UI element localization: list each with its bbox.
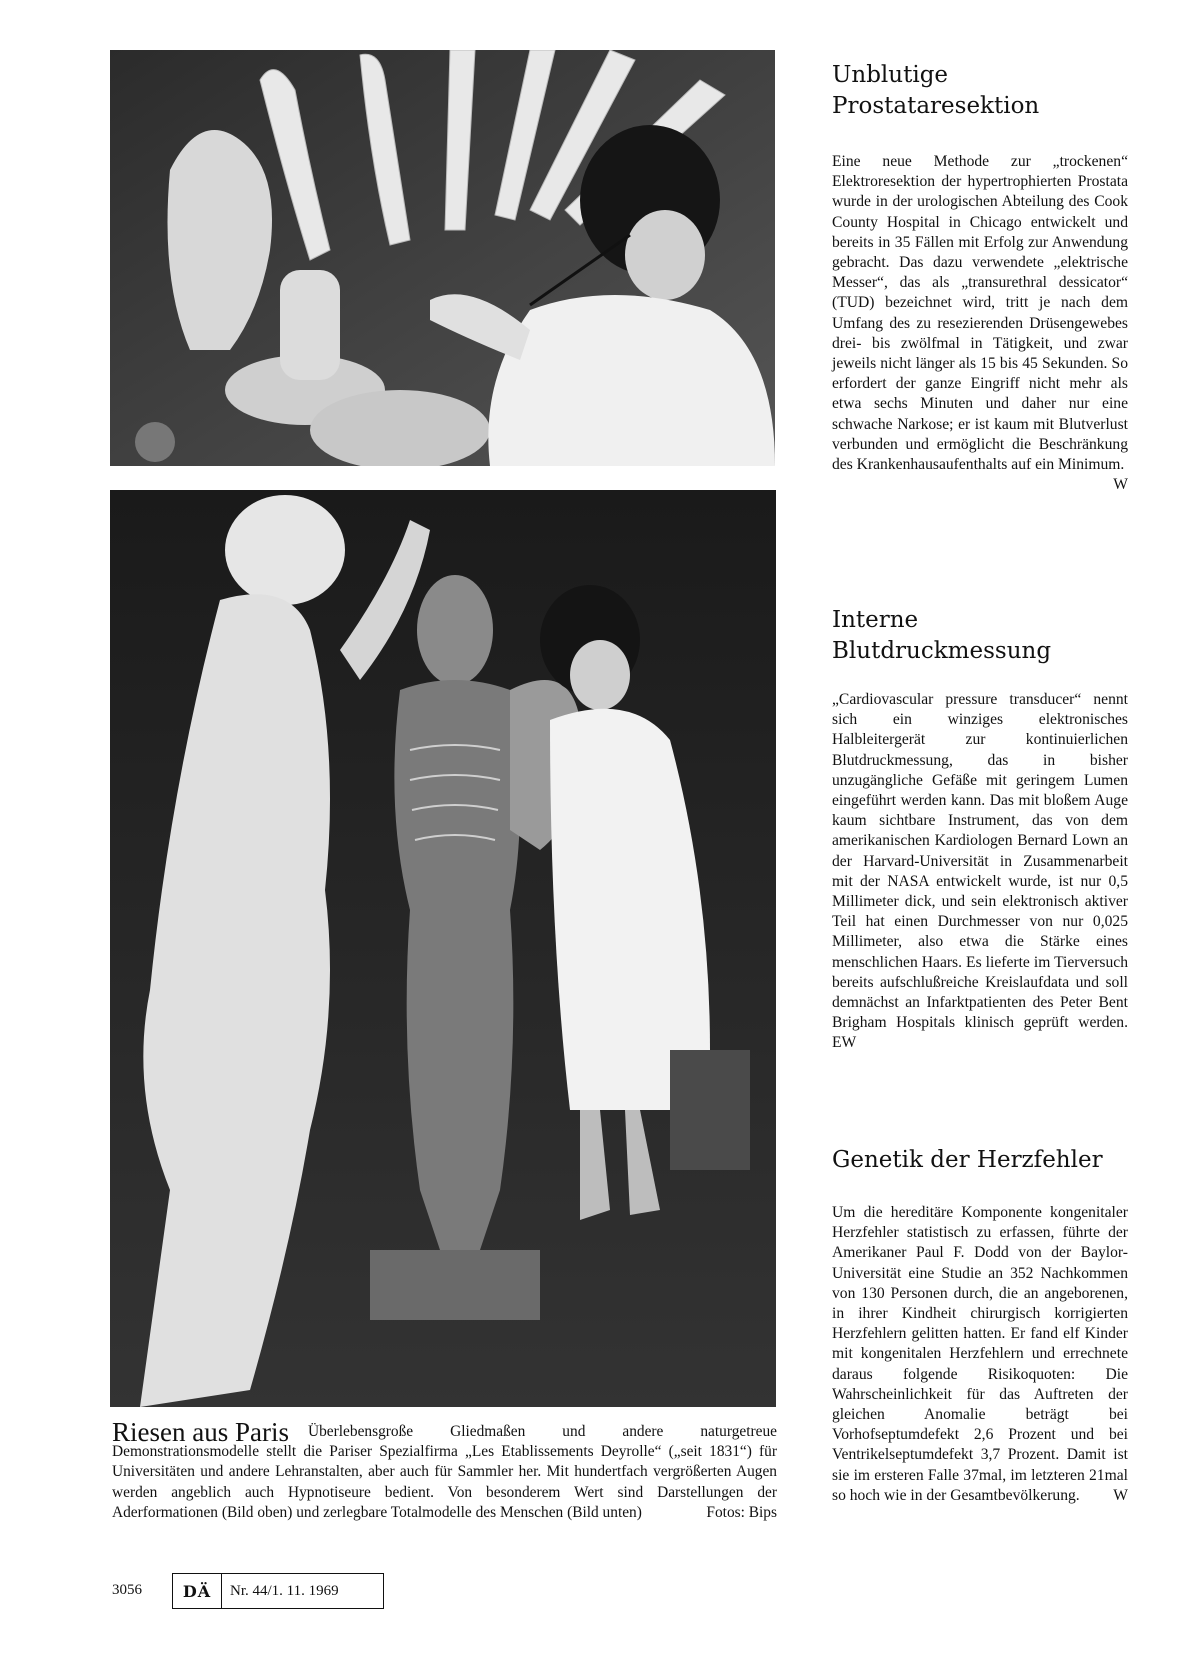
article-3-title: [832, 1145, 1103, 1176]
photo-anatomical-models: [110, 490, 776, 1407]
caption-text: Überlebensgroße Gliedmaßen und andere naturgetreue Demonstrationsmodelle stellt die Pariser Spezialfirma „Les Etablissements Deyrolle“ („seit 1831“) für Universitäten und andere Lehranstalten, aber auch für Sammler her. Mit hundertfach vergrößerten Augen werden angeblich auch Hypnotiseure bedient. Von besonderem Wert sind Darstellungen der Aderformationen (Bild oben) und zerlegbare Totalmodelle des Menschen (Bild unten): [112, 1423, 777, 1521]
journal-logo: DÄ: [173, 1574, 222, 1608]
photo-anatomical-models-graphic: [110, 490, 776, 1407]
article-2-body: [832, 690, 1128, 1054]
journal-footer-box: [172, 1573, 384, 1609]
photo-vein-model-graphic: [110, 50, 775, 466]
article-1-signature: W: [1113, 476, 1128, 494]
article-3-body: [832, 1203, 1128, 1506]
caption-text-block: [112, 1422, 777, 1523]
article-3-text: Um die hereditäre Komponente kongenitaler Herzfehler statistisch zu erfassen, führte der Amerikaner Paul F. Dodd von der Baylor-Universität eine Studie an 352 Nachkommen von 130 Personen durch, die an angeborenen, in ihrer Kindheit chirurgisch korrigierten Herzfehlern gelitten hatten. Er fand elf Kinder mit kongenitalen Herzfehlern und errechnete daraus folgende Risikoquoten: Die Wahrscheinlichkeit für das Auftreten der gleichen Anomalie beträgt bei Vorhofseptumdefekt 2,6 Prozent und bei Ventrikelseptumdefekt 3,7 Prozent. Damit ist sie im ersteren Falle 37mal, im letzteren 21mal so hoch wie in der Gesamtbevölkerung.: [832, 1204, 1128, 1504]
article-2-title: [832, 605, 1051, 667]
article-1-title-line2: Prostataresektion: [832, 93, 1040, 119]
article-3-signature: W: [1113, 1486, 1128, 1504]
article-2-text: „Cardiovascular pressure transducer“ nennt sich ein winziges elektronisches Halbleitergerät zur kontinuierlichen Blutdruckmessung, das in bisher unzugängliche Gefäße mit geringem Lumen eingeführt werden kann. Das mit bloßem Auge kaum sichtbare Instrument, das von dem amerikanischen Kardiologen Bernard Lown an der Harvard-Universität in Zusammenarbeit mit der NASA entwickelt wurde, ist nur 0,5 Millimeter dick, und sein elektronisch aktiver Teil hat einen Durchmesser von nur 0,025 Millimeter, also etwa die Stärke eines menschlichen Haars. Es lieferte im Tierversuch bereits aufschlußreiche Kreislaufdata und soll demnächst an Infarktpatienten des Peter Bent Brigham Hospitals klinisch geprüft werden.: [832, 691, 1128, 1032]
photo-vein-model: [110, 50, 775, 466]
issue-info: Nr. 44/1. 11. 1969: [230, 1582, 339, 1599]
article-1-text: Eine neue Methode zur „trockenen“ Elektroresektion der hypertrophierten Prostata wurde in der urologischen Abteilung des Cook County Hospital in Chicago entwickelt und bereits in 35 Fällen mit Erfolg zur Anwendung gebracht. Das dazu verwendete „elektrische Messer“, das als „transurethral dessicator“ (TUD) bezeichnet wird, tritt je nach dem Umfang des zu resezierenden Drüsengewebes drei- bis zwölfmal in Tätigkeit, und zwar jeweils nicht länger als 15 bis 45 Sekunden. So erfordert der ganze Eingriff nicht mehr als etwa sechs Minuten und daher nur eine schwache Narkose; er ist kaum mit Blutverlust verbunden und ermöglicht die Beschränkung des Krankenhausaufenthalts auf ein Minimum.: [832, 153, 1128, 474]
article-2-title-line1: Interne: [832, 607, 919, 633]
article-1-title: [832, 60, 1039, 122]
photo-credit: Fotos: Bips: [706, 1503, 777, 1521]
article-1-body: [832, 152, 1128, 495]
caption-title: Riesen aus Paris: [112, 1417, 289, 1447]
page-number: 3056: [112, 1582, 142, 1598]
article-2-signature: EW: [832, 1034, 857, 1052]
article-2-title-line2: Blutdruckmessung: [832, 638, 1052, 664]
article-3-title-line1: Genetik der Herzfehler: [832, 1147, 1103, 1173]
article-1-title-line1: Unblutige: [832, 62, 949, 88]
